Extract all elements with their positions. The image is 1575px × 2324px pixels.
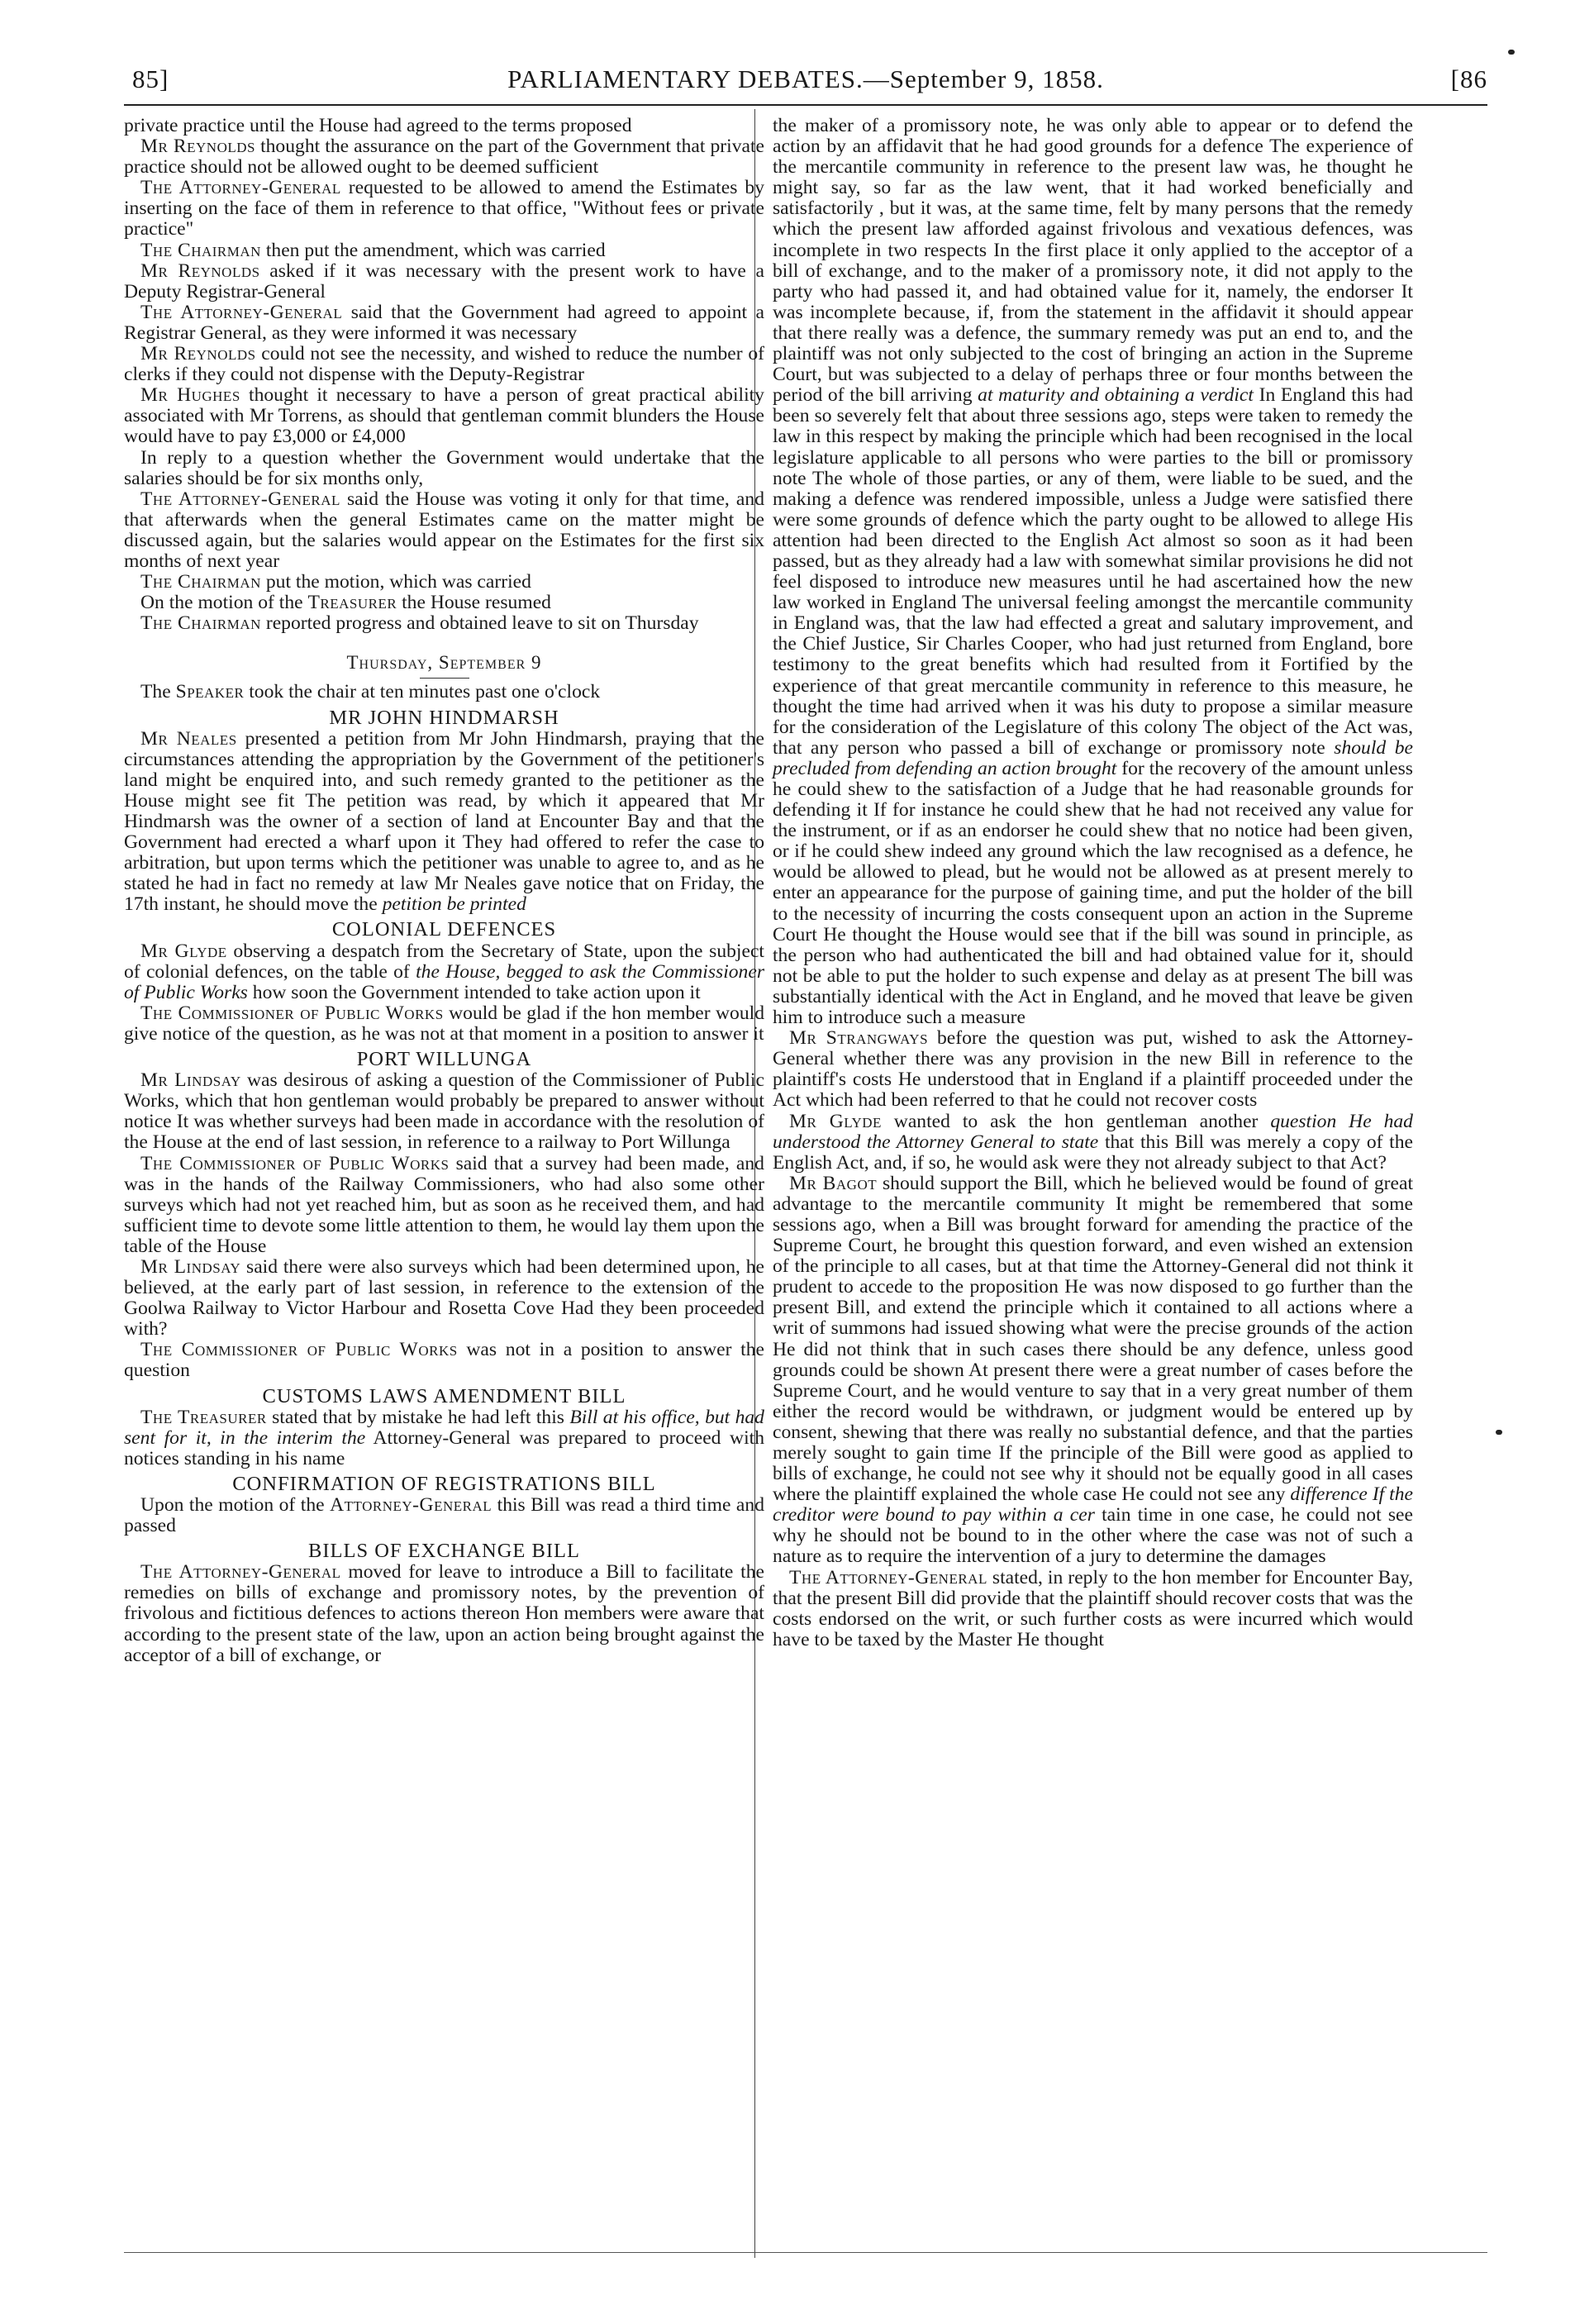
paragraph: Upon the motion of the Attorney-General this Bill was read a third time and passed: [124, 1494, 764, 1537]
section-heading: MR JOHN HINDMARSH: [329, 706, 559, 729]
running-title: PARLIAMENTARY DEBATES.—September 9, 1858.: [507, 64, 1104, 93]
speaker-name: The Treasurer: [140, 1406, 267, 1428]
speaker-name: Mr Reynolds: [140, 260, 260, 282]
paragraph: the maker of a promissory note, he was only able to appear or to defend the action by an affidavit that he had good grounds for a defence The experience of the mercantile community in reference to the present law was, he thought he might say, so far as the law went, that it had worked beneficially and satisfactorily , but it was, at the same time, felt by many persons that the remedy which the present law afforded against frivolous and vexatious defences, was incomplete in two respects In the first place it only applied to the acceptor of a bill of exchange, and to the maker of a promissory note, it did not apply to the party who had passed it, and had obtained value for it, namely, the endorser It was incomplete because, if, from the statement in the affidavit it should appear that there really was a defence, the summary remedy was put an end to, and the plaintiff was not only subjected to the cost of bringing an action in the Supreme Court, but was subjected to a delay of perhaps three or four months between the period of the bill arriving at maturity and obtaining a verdict In England this had been so severely felt that about three sessions ago, steps were taken to remedy the law in this respect by making the principle which had been recognised in the local legislature applicable to all persons who were parties to the bill or promissory note The whole of those parties, or any of them, were liable to be sued, and the making a defence was rendered impossible, unless a Judge were satisfied there were some grounds of defence which the party ought to be allowed to allege His attention had been directed to the English Act almost so soon as it had been passed, but as they already had a law with somewhat similar provisions he did not feel disposed to introduce new measures until he had ascertained how the new law worked in England The universal feeling amongst the mercantile community in England was, that the law had effected a great and salutary improvement, and the Chief Justice, Sir Charles Cooper, who had just returned from England, bore testimony to the great benefits which had resulted from it Fortified by the experience of that great mercantile community in reference to this measure, he thought the time had arrived when it was his duty to propose a similar measure for the consideration of the Legislature of this colony The object of the Act was, that any person who passed a bill of exchange or promissory note should be precluded from defending an action brought for the recovery of the amount unless he could shew to the satisfaction of a Judge that he had reasonable grounds for defending it If for instance he could shew that he had not received any value for the instrument, or if as an endorser he could shew that no notice had been given, or if he could shew indeed any ground which the law recognised as a defence, he would be allowed to plead, but he would not be allowed as at present merely to enter an appearance for the purpose of gaining time, and put the holder of the bill to the necessity of incurring the costs consequent upon an action in the Supreme Court He thought the House would see that if the bill was sound in principle, as the person who had authenticated the bill and had obtained value for it, should not be able to put the holder to such expense and delay as at present The bill was substantially identical with the Act in England, and he moved that leave be given him to introduce such a measure: [773, 115, 1414, 1029]
paragraph: The Chairman reported progress and obtained leave to sit on Thursday: [140, 612, 699, 635]
paragraph: The Attorney-General said the House was voting it only for that time, and that afterwards when the general Estimates came on the matter might be discussed again, but the salaries would appear on the Estimates for the first six months of next year: [124, 488, 764, 572]
paragraph: Mr Lindsay said there were also surveys which had been determined upon, he believed, at the early part of last session, in reference to the extension of the Goolwa Railway to Victor Harbour and Rosetta Cove Had they been proceeded with?: [124, 1255, 764, 1341]
section-heading: CUSTOMS LAWS AMENDMENT BILL: [262, 1384, 626, 1407]
paragraph: Mr Hughes thought it necessary to have a person of great practical ability associated with Mr Torrens, as should that gentleman commit blunders the House would have to pay £3,000 or £4,000: [124, 384, 764, 448]
left-page-number: 85]: [132, 64, 169, 93]
speaker-name: The Chairman: [140, 571, 261, 593]
paragraph: The Attorney-General said that the Government had agreed to appoint a Registrar General, as they were informed it was necessary: [124, 301, 765, 344]
speaker-name: Mr Glyde: [140, 940, 227, 962]
right-page-number: [86: [1450, 64, 1487, 93]
paragraph: The Attorney-General stated, in reply to the hon member for Encounter Bay, that the present Bill did provide that the plaintiff should recover costs that was the costs endorsed on the writ, or such further costs as were incurred which would have to be taxed by the Master He thought: [773, 1566, 1413, 1650]
speaker-name: The Attorney-General: [140, 177, 341, 199]
paragraph: The Chairman then put the amendment, which was carried: [140, 239, 606, 261]
speaker-name: Mr Strangways: [789, 1027, 929, 1050]
sitting-date: Thursday, September 9: [346, 652, 542, 674]
date-rule: [420, 678, 469, 679]
speaker-name: The Attorney-General: [140, 1561, 341, 1583]
paragraph: The Speaker took the chair at ten minutes past one o'clock: [140, 681, 601, 703]
speaker-name: The Attorney-General: [789, 1566, 987, 1588]
speaker-name: Speaker: [175, 681, 245, 703]
paragraph: Mr Neales presented a petition from Mr John Hindmarsh, praying that the circumstances attending the appropriation by the Government of the petitioner's land might be enquired into, and such remedy granted to the petitioner as the House might see fit The petition was read, by which it appeared that Mr Hindmarsh was the owner of a section of land at Encounter Bay and that the Government had erected a wharf upon it They had offered to refer the case to arbitration, but upon terms which the petitioner was unable to agree to, and as he stated he had in fact no remedy at law Mr Neales gave notice that on Friday, the 17th instant, he should move the petition be printed: [124, 727, 764, 916]
speaker-name: Mr Bagot: [789, 1172, 878, 1194]
paragraph: The Commissioner of Public Works would be glad if the hon member would give notice of the question, as he was not at that moment in a position to answer it: [124, 1002, 765, 1045]
paragraph: Mr Glyde observing a despatch from the Secretary of State, upon the subject of colonial defences, on the table of the House, begged to ask the Commissioner of Public Works how soon the Government intended to take action upon it: [124, 940, 765, 1003]
footer-rule: [124, 2252, 1487, 2253]
paragraph: Mr Strangways before the question was put, wished to ask the Attorney-General whether there was any provision in the new Bill in reference to the plaintiff's costs He understood that in England if a plaintiff proceeded under the Act which had been referred to that he could not recover costs: [773, 1027, 1413, 1112]
paragraph: The Attorney-General moved for leave to introduce a Bill to facilitate the remedies on bills of exchange and promissory notes, by the prevention of frivolous and fictitious defences to actions thereon Hon members were aware that according to the present state of the law, upon an action being brought against the acceptor of a bill of exchange, or: [124, 1561, 764, 1666]
paragraph: In reply to a question whether the Government would undertake that the salaries should be for six months only,: [124, 446, 764, 489]
speaker-name: The Attorney-General: [140, 488, 340, 510]
paragraph: Mr Reynolds asked if it was necessary with the present work to have a Deputy Registrar-General: [124, 260, 764, 302]
speaker-name: Mr Reynolds: [140, 343, 256, 365]
speaker-name: Mr Lindsay: [140, 1069, 241, 1092]
speaker-name: Attorney-General: [330, 1494, 492, 1516]
paragraph: Mr Bagot should support the Bill, which he believed would be found of great advantage to the mercantile community It might be remembered that some sessions ago, when a Bill was brought forward for amending the practice of the Supreme Court, he brought this question forward, and even wished an extension of the principle to all cases, but at that time the Attorney-General did not think it prudent to accede to the proposition He was now disposed to go further than the present Bill, and extend the principle which it contained to all actions where a writ of summons had issued showing what were the precise grounds of the action He did not think that in such cases there should be any defence, unless good grounds could be shown At present there were a great number of cases before the Supreme Court, and he would venture to say that in a very great number of them either the record would be withdrawn, or judgment would be entered up by consent, shewing that there was really no substantial defence, and that the parties merely sought to gain time If the principle of the Bill were good as applied to bills of exchange, he could not see why it should not be equally good in all cases where the plaintiff explained the whole case He could not see any difference If the creditor were bound to pay within a cer tain time in one case, he could not see why he should not be bound to in the other where the case was not of such a nature as to require the intervention of a jury to determine the damages: [773, 1172, 1413, 1568]
speaker-name: The Commissioner of Public Works: [140, 1152, 450, 1174]
paragraph: On the motion of the Treasurer the House resumed: [140, 592, 551, 614]
ink-speck: [1496, 1430, 1502, 1435]
page-header: [124, 64, 1487, 98]
section-heading: BILLS OF EXCHANGE BILL: [308, 1540, 580, 1563]
ink-speck: [1508, 50, 1515, 55]
paragraph: The Attorney-General requested to be allowed to amend the Estimates by inserting on the face of them in reference to that office, "Without fees or private practice": [124, 177, 764, 240]
section-heading: COLONIAL DEFENCES: [331, 918, 557, 941]
paragraph: Mr Reynolds thought the assurance on the part of the Government that private practice should not be allowed ought to be deemed sufficient: [124, 136, 764, 179]
paragraph: The Treasurer stated that by mistake he had left this Bill at his office, but had sent for it, in the interim the Attorney-General was prepared to proceed with notices standing in his name: [124, 1406, 765, 1469]
speaker-name: Mr Hughes: [140, 384, 240, 407]
speaker-name: The Chairman: [140, 239, 261, 261]
paragraph: The Chairman put the motion, which was carried: [140, 571, 531, 593]
speaker-name: Mr Reynolds: [140, 136, 255, 158]
section-heading: PORT WILLUNGA: [356, 1048, 532, 1071]
speaker-name: Mr Neales: [140, 727, 237, 750]
section-heading: CONFIRMATION OF REGISTRATIONS BILL: [232, 1472, 656, 1495]
paragraph: The Commissioner of Public Works said that a survey had been made, and was in the hands of the Railway Commissioners, who had also some other surveys which had not yet reached him, but as soon as he received them, and had sufficient time to devote some little attention to them, he would lay them upon the table of the House: [124, 1152, 764, 1257]
speaker-name: The Chairman: [140, 612, 261, 635]
paragraph: private practice until the House had agreed to the terms proposed: [124, 115, 632, 136]
speaker-name: Treasurer: [307, 592, 397, 614]
speaker-name: Mr Glyde: [789, 1110, 882, 1132]
paragraph: Mr Reynolds could not see the necessity, and wished to reduce the number of clerks if they could not dispense with the Deputy-Registrar: [124, 343, 764, 386]
speaker-name: Mr Lindsay: [140, 1255, 241, 1278]
paragraph: Mr Glyde wanted to ask the hon gentleman another question He had understood the Attorney General to state that this Bill was merely a copy of the English Act, and, if so, he would ask were they not already subject to that Act?: [773, 1110, 1413, 1174]
right-column: [773, 116, 1413, 1650]
paragraph: Mr Lindsay was desirous of asking a question of the Commissioner of Public Works, which that hon gentleman would probably be prepared to answer without notice It was whether surveys had been made in accordance with the resolution of the House at the end of last session, in reference to a railway to Port Willunga: [124, 1069, 764, 1154]
speaker-name: The Commissioner of Public Works: [140, 1339, 458, 1361]
speaker-name: The Attorney-General: [140, 301, 343, 323]
header-rule: [124, 104, 1487, 106]
paragraph: The Commissioner of Public Works was not in a position to answer the question: [124, 1339, 764, 1382]
speaker-name: The Commissioner of Public Works: [140, 1002, 444, 1024]
left-column: [124, 116, 764, 1666]
